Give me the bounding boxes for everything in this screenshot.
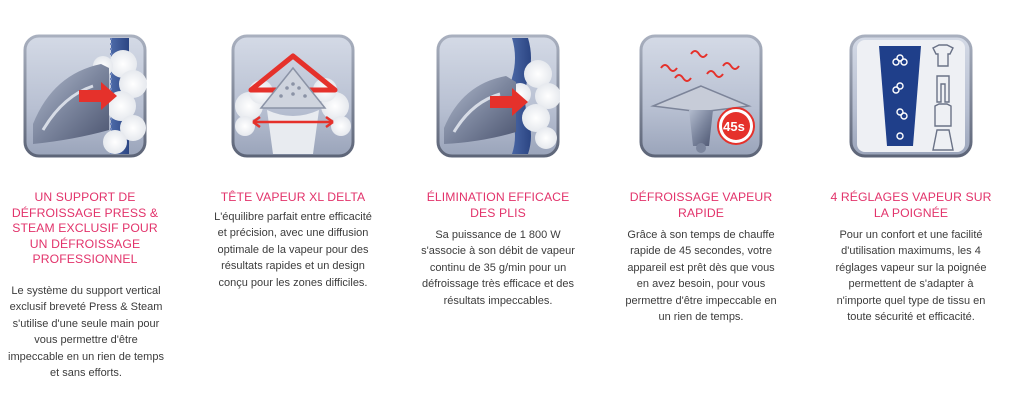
feature-description: Grâce à son temps de chauffe rapide de 45 secondes, votre appareil est prêt dès que vous en avez besoin, pour vous permettre d'être impeccable en un rien de temps. [625,229,777,324]
feature-title: UN SUPPORT DE DÉFROISSAGE PRESS & STEAM EXCLUSIF POUR UN DÉFROISSAGE PROFESSIONNEL [11,190,159,266]
feature-description: Sa puissance de 1 800 W s'associe à son débit de vapeur continu de 35 g/min pour un défroissage très efficace et des résultats impeccables. [421,229,575,307]
feature-xl-delta-head [208,0,378,414]
feature-wrinkle-removal [413,0,583,414]
feature-description: L'équilibre parfait entre efficacité et précision, avec une diffusion optimale de la vapeur pour des résultats rapides et un design conçu pour les zones difficiles. [214,211,372,289]
feature-description: Pour un confort et une facilité d'utilisation maximums, les 4 réglages vapeur sur la poignée permettent de s'adapter à n'importe quel type de tissu en toute sécurité et efficacité. [835,229,987,324]
quick-steam-timer-icon [639,34,763,158]
steam-settings-handle-icon [849,34,973,158]
feature-title: 4 RÉGLAGES VAPEUR SUR LA POIGNÉE [830,190,992,220]
feature-title: TÊTE VAPEUR XL DELTA [220,190,366,204]
feature-press-steam-support [0,0,170,414]
svg-text:45s: 45s [723,119,745,134]
feature-quick-steam [616,0,786,414]
feature-steam-settings [826,0,996,414]
xl-delta-steam-head-icon [231,34,355,158]
feature-description: Le système du support vertical exclusif breveté Press & Steam s'utilise d'une seule main pour vous permettre d'être impeccable en un rien de temps et sans efforts. [8,285,164,380]
feature-title: ÉLIMINATION EFFICACE DES PLIS [426,190,570,220]
feature-title: DÉFROISSAGE VAPEUR RAPIDE [629,190,773,220]
press-steam-support-icon [23,34,147,158]
wrinkle-removal-icon [436,34,560,158]
